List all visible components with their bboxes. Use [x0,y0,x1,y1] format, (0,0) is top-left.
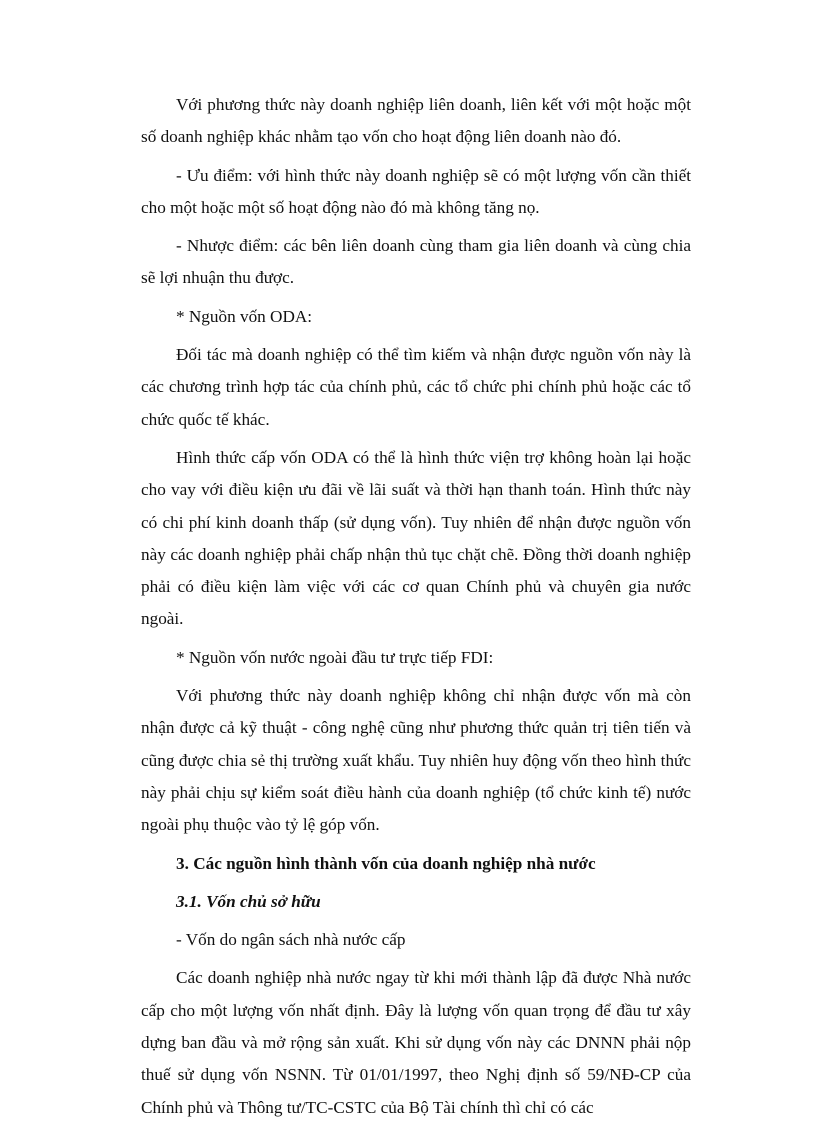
subsection-heading-3-1: 3.1. Vốn chủ sở hữu [176,891,321,911]
paragraph-oda-forms: Hình thức cấp vốn ODA có thể là hình thức viện trợ không hoàn lại hoặc cho vay với điều kiện ưu đãi về lãi suất và thời hạn thanh toán. Hình thức này có chi phí kinh doanh thấp (sử dụng vốn). Tuy nhiên để nhận được nguồn vốn này các doanh nghiệp phải chấp nhận thủ tục chặt chẽ. Đồng thời doanh nghiệp phải có điều kiện làm việc với các cơ quan Chính phủ và chuyên gia nước ngoài. [141,447,691,629]
document-page [141,89,691,1130]
paragraph-fdi-label: * Nguồn vốn nước ngoài đầu tư trực tiếp FDI: [176,647,494,667]
paragraph-state-budget-capital: - Vốn do ngân sách nhà nước cấp [176,930,406,950]
paragraph-oda-label: * Nguồn vốn ODA: [176,306,313,326]
paragraph-advantages: - Ưu điểm: với hình thức này doanh nghiệp sẽ có một lượng vốn cần thiết cho một hoặc một số hoạt động nào đó mà không tăng nọ. [141,165,691,217]
paragraph-disadvantages: - Nhược điểm: các bên liên doanh cùng tham gia liên doanh và cùng chia sẽ lợi nhuận thu được. [141,236,691,288]
paragraph-joint-venture-intro: Với phương thức này doanh nghiệp liên doanh, liên kết với một hoặc một số doanh nghiệp khác nhằm tạo vốn cho hoạt động liên doanh nào đó. [141,95,691,147]
paragraph-state-enterprises: Các doanh nghiệp nhà nước ngay từ khi mới thành lập đã được Nhà nước cấp cho một lượng vốn nhất định. Đây là lượng vốn quan trọng để đầu tư xây dựng ban đầu và mở rộng sản xuất. Khi sử dụng vốn này các DNNN phải nộp thuế sử dụng vốn NSNN. Từ 01/01/1997, theo Nghị định số 59/NĐ-CP của Chính phủ và Thông tư/TC-CSTC của Bộ Tài chính thì chỉ có các [141,968,691,1117]
section-heading-3: 3. Các nguồn hình thành vốn của doanh nghiệp nhà nước [176,853,596,873]
paragraph-fdi-description: Với phương thức này doanh nghiệp không chỉ nhận được vốn mà còn nhận được cả kỹ thuật - công nghệ cũng như phương thức quản trị tiên tiến và cũng được chia sẻ thị trường xuất khẩu. Tuy nhiên huy động vốn theo hình thức này phải chịu sự kiểm soát điều hành của doanh nghiệp (tổ chức kinh tế) nước ngoài phụ thuộc vào tỷ lệ góp vốn. [141,686,691,835]
paragraph-oda-partners: Đối tác mà doanh nghiệp có thể tìm kiếm và nhận được nguồn vốn này là các chương trình hợp tác của chính phủ, các tổ chức phi chính phủ hoặc các tổ chức quốc tế khác. [141,345,691,429]
